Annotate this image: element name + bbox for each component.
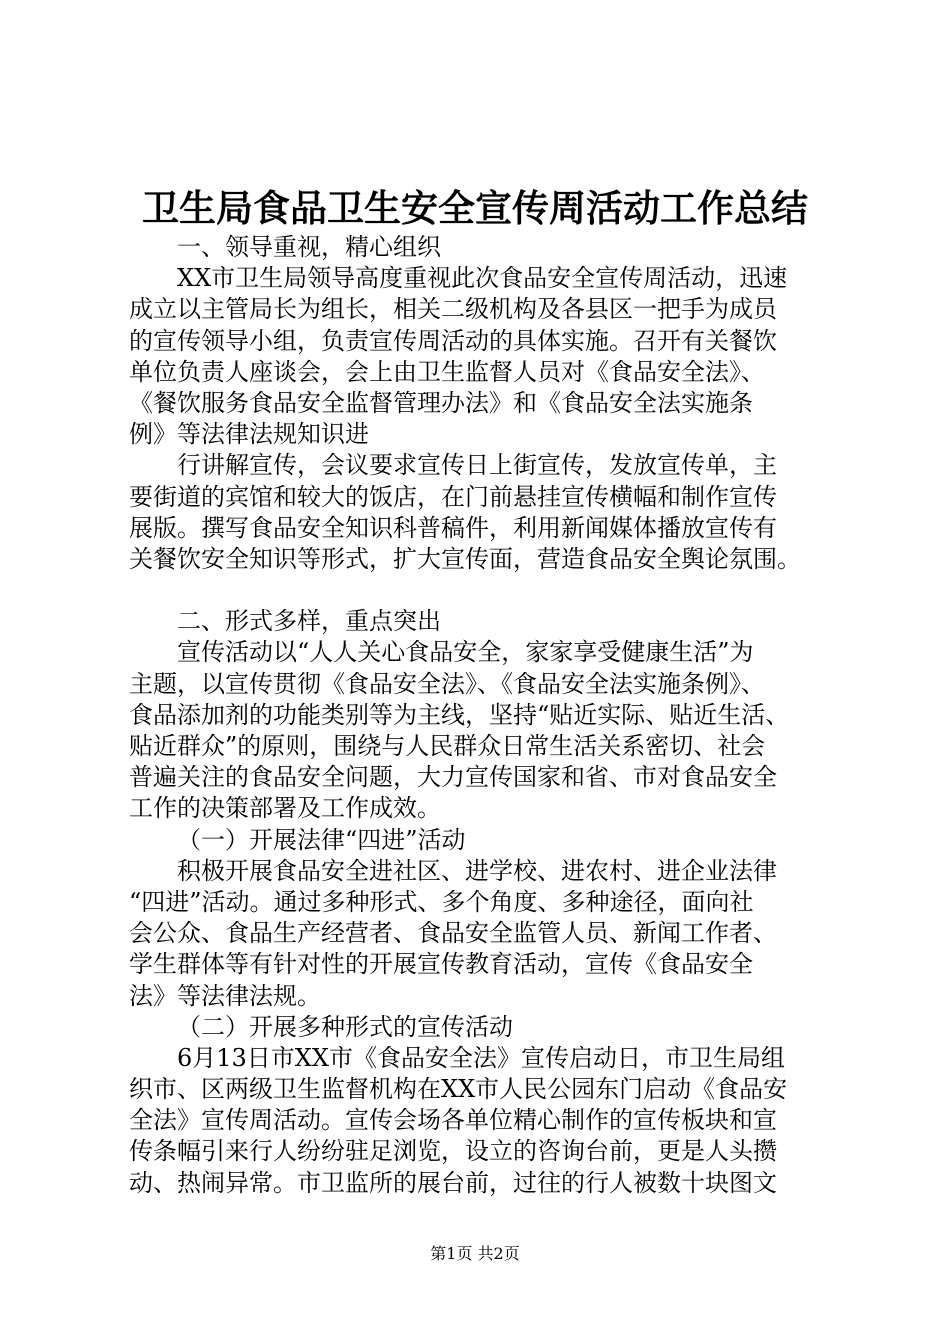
- paragraph-line: 普遍关注的食品安全问题，大力宣传国家和省、市对食品安全: [129, 763, 777, 792]
- section-heading-2: 二、形式多样，重点突出: [177, 607, 441, 636]
- paragraph-line: 展版。撰写食品安全知识科普稿件，利用新闻媒体播放宣传有: [129, 513, 777, 542]
- document-title: 卫生局食品卫生安全宣传周活动工作总结: [142, 186, 808, 230]
- paragraph-line: 法》等法律法规。: [129, 981, 321, 1010]
- paragraph-line: 织市、区两级卫生监督机构在XX市人民公园东门启动《食品安: [129, 1075, 788, 1104]
- paragraph-line: 要街道的宾馆和较大的饭店，在门前悬挂宣传横幅和制作宣传: [129, 482, 777, 511]
- subsection-heading-1: （一）开展法律“四进”活动: [177, 825, 466, 854]
- blank-line: [129, 575, 849, 606]
- page-number-footer: 第1页 共2页: [430, 1244, 520, 1263]
- paragraph-line: 的宣传领导小组，负责宣传周活动的具体实施。召开有关餐饮: [129, 326, 777, 355]
- paragraph-line: 学生群体等有针对性的开展宣传教育活动，宣传《食品安全: [129, 950, 753, 979]
- paragraph-line: 6月13日市XX市《食品安全法》宣传启动日，市卫生局组: [177, 1043, 785, 1072]
- paragraph-line: 工作的决策部署及工作成效。: [129, 794, 441, 823]
- paragraph-line: 积极开展食品安全进社区、进学校、进农村、进企业法律: [177, 856, 777, 885]
- paragraph-line: 传条幅引来行人纷纷驻足浏览，设立的咨询台前，更是人头攒: [129, 1137, 777, 1166]
- paragraph-line: 贴近群众”的原则，围绕与人民群众日常生活关系密切、社会: [129, 732, 766, 760]
- paragraph-line: 动、热闹异常。市卫监所的展台前，过往的行人被数十块图文: [129, 1168, 777, 1197]
- paragraph-line: 会公众、食品生产经营者、食品安全监管人员、新闻工作者、: [129, 919, 777, 948]
- paragraph-line: 关餐饮安全知识等形式，扩大宣传面，营造食品安全舆论氛围。: [129, 544, 801, 573]
- paragraph-line: “四进”活动。通过多种形式、多个角度、多种途径，面向社: [129, 887, 754, 916]
- paragraph-line: 成立以主管局长为组长，相关二级机构及各县区一把手为成员: [129, 295, 777, 324]
- paragraph-line: 全法》宣传周活动。宣传会场各单位精心制作的宣传板块和宣: [129, 1106, 777, 1135]
- paragraph-line: 食品添加剂的功能类别等为主线，坚持“贴近实际、贴近生活、: [129, 700, 790, 729]
- document-body: [129, 232, 849, 1199]
- subsection-heading-2: （二）开展多种形式的宣传活动: [177, 1012, 513, 1041]
- paragraph-line: 主题，以宣传贯彻《食品安全法》、《食品安全法实施条例》、: [129, 669, 765, 698]
- section-heading-1: 一、领导重视，精心组织: [177, 233, 441, 261]
- paragraph-line: 行讲解宣传，会议要求宣传日上街宣传，发放宣传单，主: [177, 451, 777, 480]
- paragraph-line: XX市卫生局领导高度重视此次食品安全宣传周活动，迅速: [177, 264, 788, 293]
- paragraph-line: 单位负责人座谈会，会上由卫生监督人员对《食品安全法》、: [129, 357, 765, 386]
- paragraph-line: 《餐饮服务食品安全监督管理办法》和《食品安全法实施条: [129, 388, 753, 417]
- paragraph-line: 宣传活动以“人人关心食品安全，家家享受健康生活”为: [177, 638, 754, 667]
- paragraph-line: 例》等法律法规知识进: [129, 420, 369, 449]
